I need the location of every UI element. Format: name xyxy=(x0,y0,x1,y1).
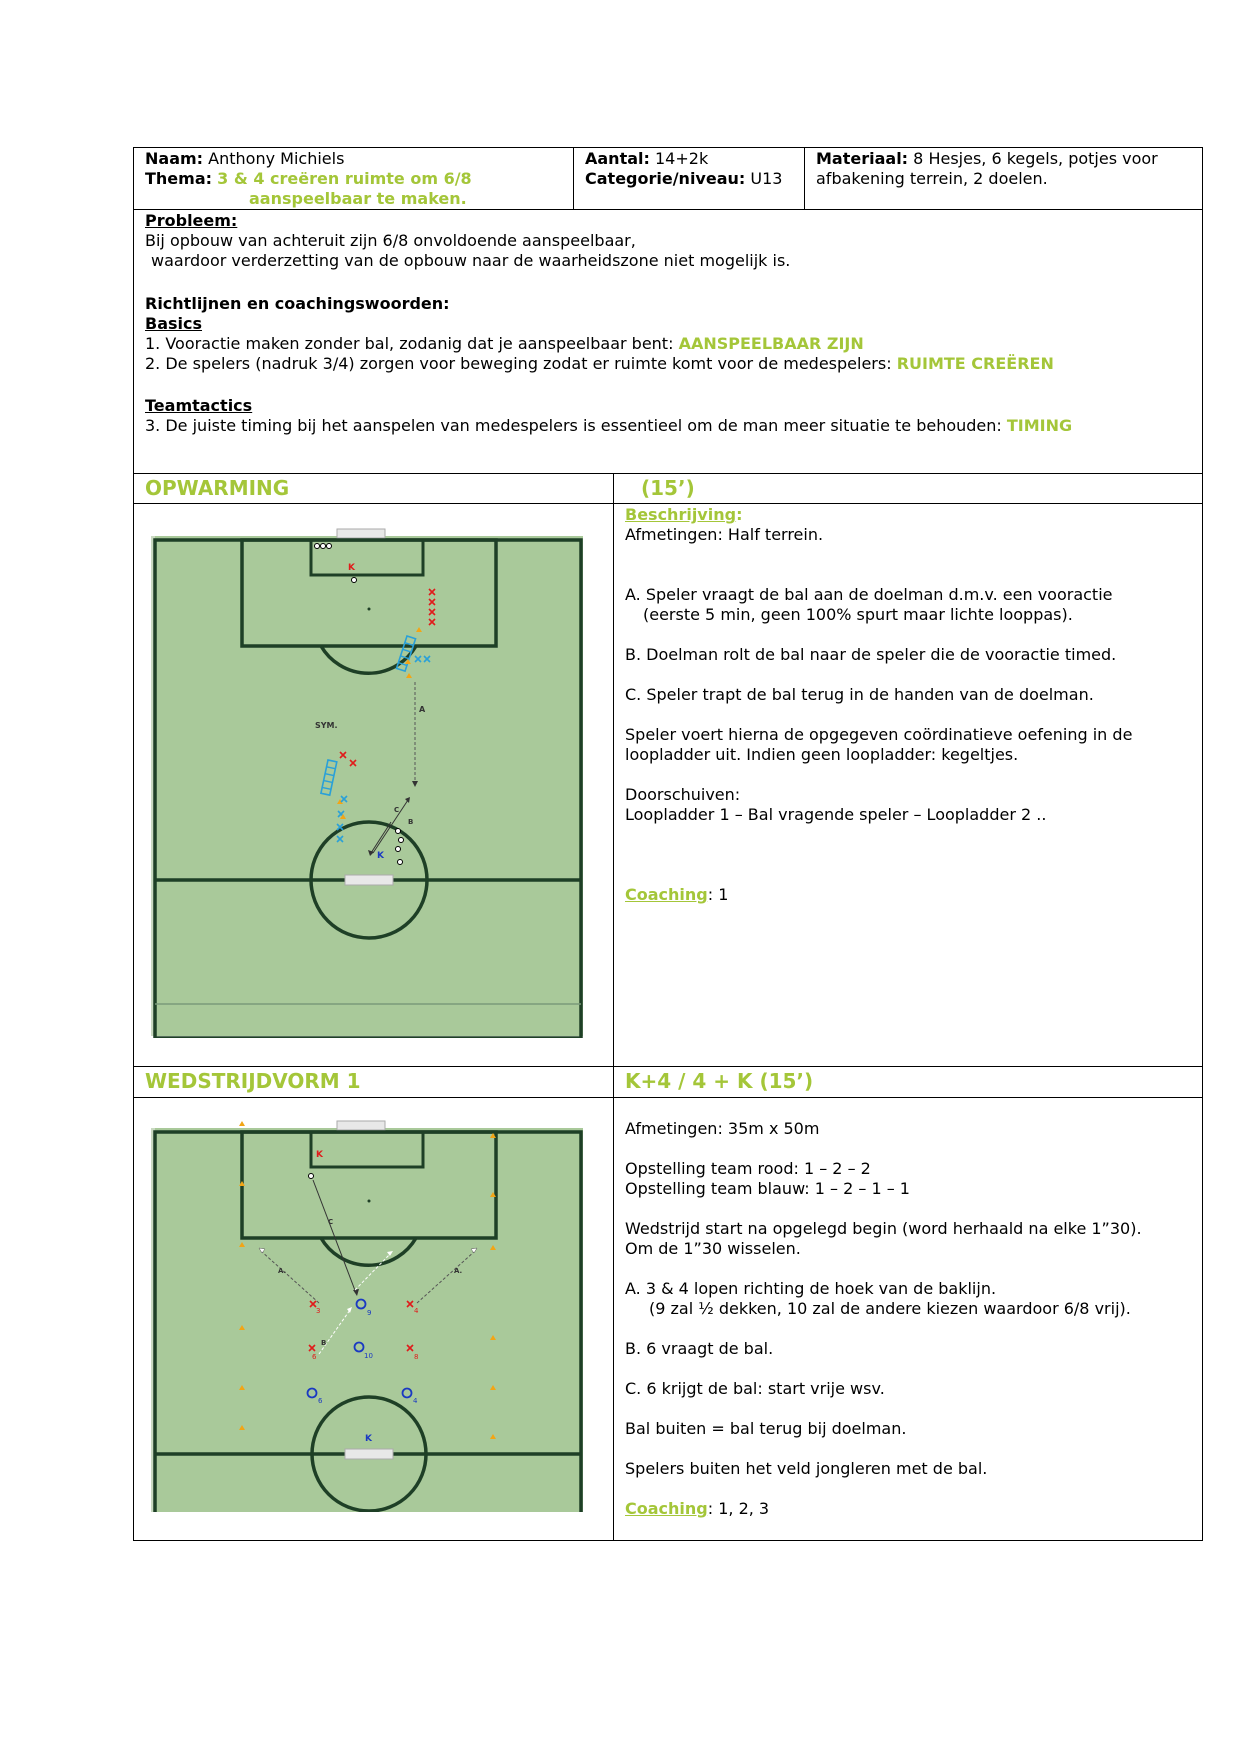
materiaal-value2: afbakening terrein, 2 doelen. xyxy=(816,169,1048,188)
svg-text:6: 6 xyxy=(318,1397,323,1405)
opwarming-afmetingen: Afmetingen: Half terrein. xyxy=(625,525,824,544)
naam-thema-cell xyxy=(134,148,574,209)
opwarming-speler-line1: Speler voert hierna de opgegeven coördinatieve oefening in de xyxy=(625,725,1133,744)
opwarming-diagram-cell xyxy=(134,504,614,1066)
header-row xyxy=(134,148,1202,210)
opwarming-c-line: C. Speler trapt de bal terug in de handen van de doelman. xyxy=(625,685,1094,704)
probleem-line2: waardoor verderzetting van de opbouw naar de waarheidszone niet mogelijk is. xyxy=(151,251,791,270)
opwarming-pitch-diagram xyxy=(145,506,585,1038)
aantal-cell xyxy=(574,148,805,209)
label-a: A xyxy=(419,705,426,714)
aantal-value: 14+2k xyxy=(655,149,709,168)
opwarming-content-row xyxy=(134,504,1202,1067)
opwarming-title-row xyxy=(134,474,1202,504)
svg-text:10: 10 xyxy=(364,1352,373,1360)
wedstrijdvorm-coaching-value: : 1, 2, 3 xyxy=(707,1499,770,1518)
richtlijnen-title: Richtlijnen en coachingswoorden: xyxy=(145,294,450,313)
wedstrijdvorm-content-row xyxy=(134,1098,1202,1540)
goal-top xyxy=(337,529,385,538)
wedstrijdvorm-a-line1: A. 3 & 4 lopen richting de hoek van de baklijn. xyxy=(625,1279,997,1298)
teamtactics-title: Teamtactics xyxy=(145,396,253,415)
opstelling-blauw: Opstelling team blauw: 1 – 2 – 1 – 1 xyxy=(625,1179,910,1198)
probleem-cell xyxy=(134,210,1202,473)
opwarming-coaching-label: Coaching xyxy=(625,885,708,904)
aantal-label: Aantal: xyxy=(585,149,650,168)
keeper-blue-label: K xyxy=(377,851,384,861)
opwarming-duration: (15’) xyxy=(641,476,695,500)
wedstrijdvorm-a-line2: (9 zal ½ dekken, 10 zal de andere kiezen waardoor 6/8 vrij). xyxy=(649,1299,1131,1318)
pitch-grass xyxy=(151,536,583,1036)
label-b: B xyxy=(321,1339,327,1347)
thema-label: Thema: xyxy=(145,169,213,188)
label-c: C xyxy=(394,806,400,814)
keeper-blue-label: K xyxy=(365,1434,372,1444)
wedstrijdvorm-coaching-label: Coaching xyxy=(625,1499,708,1518)
opwarming-coaching-value: : 1 xyxy=(707,885,729,904)
categorie-label: Categorie/niveau: xyxy=(585,169,746,188)
probleem-line1: Bij opbouw van achteruit zijn 6/8 onvoldoende aanspeelbaar, xyxy=(145,231,636,250)
wedstrijdvorm-diagram-cell xyxy=(134,1098,614,1540)
wedstrijd-start-line2: Om de 1”30 wisselen. xyxy=(625,1239,801,1258)
wedstrijdvorm-subtitle: K+4 / 4 + K (15’) xyxy=(625,1069,814,1093)
materiaal-value1: 8 Hesjes, 6 kegels, potjes voor xyxy=(913,149,1158,168)
beschrijving-label: Beschrijving xyxy=(625,505,737,524)
basic1-keyword: AANSPEELBAAR ZIJN xyxy=(678,334,864,353)
opstelling-rood: Opstelling team rood: 1 – 2 – 2 xyxy=(625,1159,871,1178)
keeper-red-label: K xyxy=(348,563,355,573)
naam-value: Anthony Michiels xyxy=(208,149,345,168)
label-c: C xyxy=(328,1218,334,1226)
naam-label: Naam: xyxy=(145,149,204,168)
materiaal-cell xyxy=(805,148,1202,209)
basic2-text: 2. De spelers (nadruk 3/4) zorgen voor beweging zodat er ruimte komt voor de medespelers: xyxy=(145,354,897,373)
session-sheet xyxy=(133,147,1203,1541)
svg-text:6: 6 xyxy=(312,1353,317,1361)
svg-text:4: 4 xyxy=(413,1397,418,1405)
wedstrijdvorm-pitch-diagram xyxy=(145,1100,585,1512)
doorschuiven-value: Loopladder 1 – Bal vragende speler – Loopladder 2 .. xyxy=(625,805,1047,824)
wedstrijdvorm-afmetingen: Afmetingen: 35m x 50m xyxy=(625,1119,820,1138)
opwarming-speler-line2: loopladder uit. Indien geen loopladder: kegeltjes. xyxy=(625,745,1019,764)
opwarming-b-line: B. Doelman rolt de bal naar de speler die de vooractie timed. xyxy=(625,645,1117,664)
wedstrijdvorm-b-line: B. 6 vraagt de bal. xyxy=(625,1339,774,1358)
opwarming-description: Beschrijving: Afmetingen: Half terrein. A. Speler vraagt de bal aan de doelman d.m.v. een vooractie (eerste 5 min, geen 100% spurt maar lichte looppas). B. Doelman rolt de bal naar de speler die de vooractie timed. C. Speler trapt de bal terug in de handen van de doelman. Speler voert hierna de opgegeven coördinatieve oefening in de loopladder uit. Indien geen loopladder: kegeltjes. Doorschuiven: Loopladder 1 – Bal vragende speler – Loopladder 2 .. Coaching: 1 xyxy=(614,504,1202,1066)
probleem-title: Probleem: xyxy=(145,211,238,230)
thema-line2: aanspeelbaar te maken. xyxy=(249,189,467,208)
thema-line1: 3 & 4 creëren ruimte om 6/8 xyxy=(217,169,472,188)
wedstrijdvorm-title: WEDSTRIJDVORM 1 xyxy=(134,1067,614,1097)
basic2-keyword: RUIMTE CREËREN xyxy=(896,354,1054,373)
materiaal-label: Materiaal: xyxy=(816,149,909,168)
label-sym: SYM. xyxy=(315,721,338,730)
svg-text:3: 3 xyxy=(316,1307,321,1315)
basics-title: Basics xyxy=(145,314,203,333)
team3-text: 3. De juiste timing bij het aanspelen van medespelers is essentieel om de man meer situatie te behouden: xyxy=(145,416,1007,435)
bal-buiten: Bal buiten = bal terug bij doelman. xyxy=(625,1419,907,1438)
probleem-row xyxy=(134,210,1202,474)
categorie-value: U13 xyxy=(750,169,783,188)
jongleren: Spelers buiten het veld jongleren met de bal. xyxy=(625,1459,988,1478)
basic1-text: 1. Vooractie maken zonder bal, zodanig dat je aanspeelbaar bent: xyxy=(145,334,679,353)
opwarming-a-line1: A. Speler vraagt de bal aan de doelman d.m.v. een vooractie xyxy=(625,585,1113,604)
keeper-red-label: K xyxy=(316,1150,323,1160)
opwarming-a-line2: (eerste 5 min, geen 100% spurt maar lichte looppas). xyxy=(643,605,1073,624)
svg-text:9: 9 xyxy=(367,1309,372,1317)
wedstrijdvorm-title-row xyxy=(134,1067,1202,1098)
label-a-right: A. xyxy=(454,1267,463,1275)
wedstrijd-start-line1: Wedstrijd start na opgelegd begin (word herhaald na elke 1”30). xyxy=(625,1219,1142,1238)
svg-text:4: 4 xyxy=(414,1307,419,1315)
label-a-left: A. xyxy=(278,1267,287,1275)
label-b: B xyxy=(408,818,414,826)
wedstrijdvorm-c-line: C. 6 krijgt de bal: start vrije wsv. xyxy=(625,1379,885,1398)
svg-text:8: 8 xyxy=(414,1353,419,1361)
doorschuiven-label: Doorschuiven: xyxy=(625,785,741,804)
opwarming-title: OPWARMING xyxy=(134,474,614,503)
team3-keyword: TIMING xyxy=(1006,416,1073,435)
wedstrijdvorm-description xyxy=(614,1098,1202,1540)
